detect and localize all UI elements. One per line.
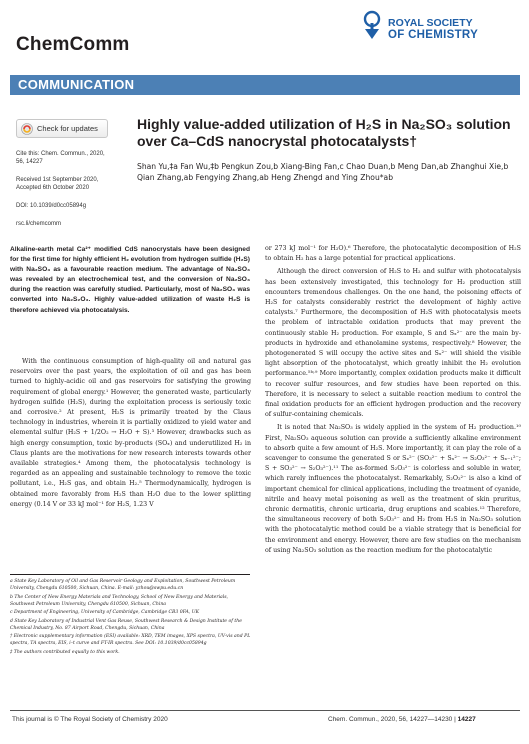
page-number: 14227: [457, 716, 476, 723]
copyright-footer: This journal is © The Royal Society of Chemistry 2020: [12, 716, 168, 723]
body-paragraph: With the continuous consumption of high-quality oil and natural gas reservoirs over the past years, the exploitation of oil and gas has been turned to highly-acidic oil and gas reservoirs for satisfying the growing requirement of global energy.¹ However, the generated waste, particularly hydrogen sulfide (H₂S), during the exploitation process is seriously toxic and corrosive.² At present, H₂S is primarily treated by the Claus technology in industries, wherein it is partially oxidized to yield water and elemental sulfur (H₂S + 1/2O₂ → H₂O + S).³ However, drawbacks such as high energy consumption, toxic by-products (SOₓ) and underutilized H₂ in Claus plants are the motivations for new research interests towards other available strategies.⁴ Among them, the photocatalysis technology is regarded as an appealing and sustainable technology to remove the toxic pollutant, i.e., H₂S gas, and obtain H₂.⁵ Thermodynamically, hydrogen is obtained more favorably from H₂S than H₂O due to the lower splitting energy (0.14 V or 33 kJ mol⁻¹ for H₂S, 1.23 V: [10, 358, 251, 508]
rsc-logo: [360, 9, 520, 49]
body-paragraph: or 273 kJ mol⁻¹ for H₂O).⁶ Therefore, the photocatalytic decomposition of H₂S to obtain H₂ has a large potential for practical applications.: [265, 245, 521, 263]
abstract: Alkaline-earth metal Ca²⁺ modified CdS nanocrystals have been designed for the first time for highly efficient H₂ evolution from hydrogen sulfide (H₂S) with Na₂SO₃ as a favourable reaction medium. The advantage of Na₂SO₃ was revealed by an electrochemical test, and the conversion of Na₂SO₃ during the reaction was carefully studied. Particularly, most of Na₂SO₃ was converted into Na₂S₂O₃. Highly value-added utilization of waste H₂S is therefore achieved via photocatalysis.: [10, 246, 250, 314]
article-type-banner: [10, 75, 520, 95]
received-date: Received 1st September 2020,: [16, 177, 99, 183]
cite-line-1: Cite this: Chem. Commun., 2020,: [16, 151, 105, 157]
article-title: Highly value-added utilization of H₂S in Na₂SO₃ solution over Ca–CdS nanocrystal photocatalysts†: [137, 116, 511, 149]
body-column-left: [10, 357, 251, 513]
accepted-date: Accepted 6th October 2020: [16, 185, 90, 191]
journal-title: ChemComm: [16, 34, 130, 55]
equal-contribution-footnote: ‡ The authors contributed equally to this work.: [10, 649, 120, 655]
footer-separator: |: [454, 716, 458, 723]
footnote-divider: [10, 574, 250, 575]
rsc-crest-icon: [360, 9, 384, 43]
article-type-label: COMMUNICATION: [18, 77, 135, 92]
footer-divider: [10, 710, 520, 711]
publisher-name-line1: ROYAL SOCIETY: [388, 17, 473, 29]
citation-footer: [328, 716, 476, 723]
body-paragraph: Although the direct conversion of H₂S to H₂ and sulfur with photocatalysis has been extensively investigated, this technology for H₂ production still encounters tremendous challenges. On the one hand, the poisoning effects of H₂S for catalysts considerably restrict the development of highly active catalysts.⁷ Furthermore, the decomposition of H₂S with photocatalysis meets the problem of intractable oxidation products that may prevent the continuously stable H₂ production. For example, S and Sₓ²⁻ are the main by-products in hydroxide and ethanolamine systems, respectively.⁸ However, the photogenerated S will occupy the active sites and Sₓ²⁻ will shield the visible light absorption of the photocatalyst, which greatly inhibit the H₂ evolution performance.⁵ᵇ˒⁹ More importantly, complex oxidation products make it difficult to recover sulfur resources, and few studies have been reported on this. Therefore, it is necessary to select a suitable reaction medium to control the final oxidation products for an efficient hydrogen production and the recovery of sulfur-containing chemicals.: [265, 268, 521, 419]
cite-line-2: 56, 14227: [16, 159, 43, 165]
affiliation-footnote: c Department of Engineering, University of Cambridge, Cambridge CB3 0FA, UK: [10, 610, 200, 616]
doi-link[interactable]: DOI: 10.1039/d0cc05894g: [16, 203, 87, 209]
affiliation-footnote: d State Key Laboratory of Industrial Vent Gas Reuse, Southwest Research & Design Institute of the Chemical Industry, No. 87 Airport Road, Chengdu, Sichuan, China: [10, 618, 242, 631]
affiliation-footnote: a State Key Laboratory of Oil and Gas Reservoir Geology and Exploitation, Southwest Petroleum University, Chengdu 610500, Sichuan, China. E-mail: yzhou@swpu.edu.cn: [10, 579, 236, 591]
body-paragraph: It is noted that Na₂SO₃ is widely applied in the system of H₂ production.¹⁰ First, Na₂SO₃ aqueous solution can provide a sufficiently alkaline environment to absorb quite a few amount of H₂S. More importantly, it can play the role of a scavenger to consume the generated S or Sₓ²⁻ (SO₃²⁻ + Sₓ²⁻ → S₂O₃²⁻ + Sₓ₋₁²⁻; S + SO₃²⁻ → S₂O₃²⁻).¹¹ The as-formed S₂O₃²⁻ is colorless and soluble in water, which rarely influences the photocatalyst. Remarkably, S₂O₃²⁻ is also a kind of important chemical for clinical applications, including the treatment of cyanide, nitrile and heavy metal poisoning as well as the treatment of skin pruritus, chronic dermatitis, chronic urticaria, drug eruptions and scabies.¹² Therefore, the simultaneous recovery of both S₂O₃²⁻ and H₂ from H₂S in Na₂SO₃ solution with the photocatalytic method could be a viable strategy that is beneficial for the environment and energy. However, there are few studies on the mechanism of using Na₂SO₃ solution as the reaction medium for the photocatalytic: [265, 424, 521, 554]
author-list: Shan Yu,‡a Fan Wu,‡b Pengkun Zou,b Xiang-Bing Fan,c Chao Duan,b Meng Dan,ab Zhanghui Xie,b Qian Zhang,ab Fengying Zhang,ab Heng Zhengd and Ying Zhou*ab: [137, 162, 509, 182]
footer-citation: Chem. Commun., 2020, 56, 14227—14230: [328, 716, 453, 723]
body-column-right: [265, 244, 521, 559]
check-for-updates-button[interactable]: [16, 119, 108, 138]
check-updates-icon: [21, 123, 33, 135]
publisher-name-line2: OF CHEMISTRY: [388, 29, 479, 41]
check-for-updates-label: Check for updates: [37, 124, 98, 133]
journal-url-link[interactable]: rsc.li/chemcomm: [16, 221, 62, 227]
esi-footnote: † Electronic supplementary information (ESI) available: XRD, TEM images, XPS spectra, UV-vis and PL spectra, TA spectra, EIS, i–t curve and FT-IR spectra. See DOI: 10.1039/d0cc05894g: [10, 634, 251, 647]
footnotes: [10, 578, 251, 658]
affiliation-footnote: b The Center of New Energy Materials and Technology, School of New Energy and Materials, Southwest Petroleum University, Chengdu 610500, Sichuan, China: [10, 594, 229, 607]
